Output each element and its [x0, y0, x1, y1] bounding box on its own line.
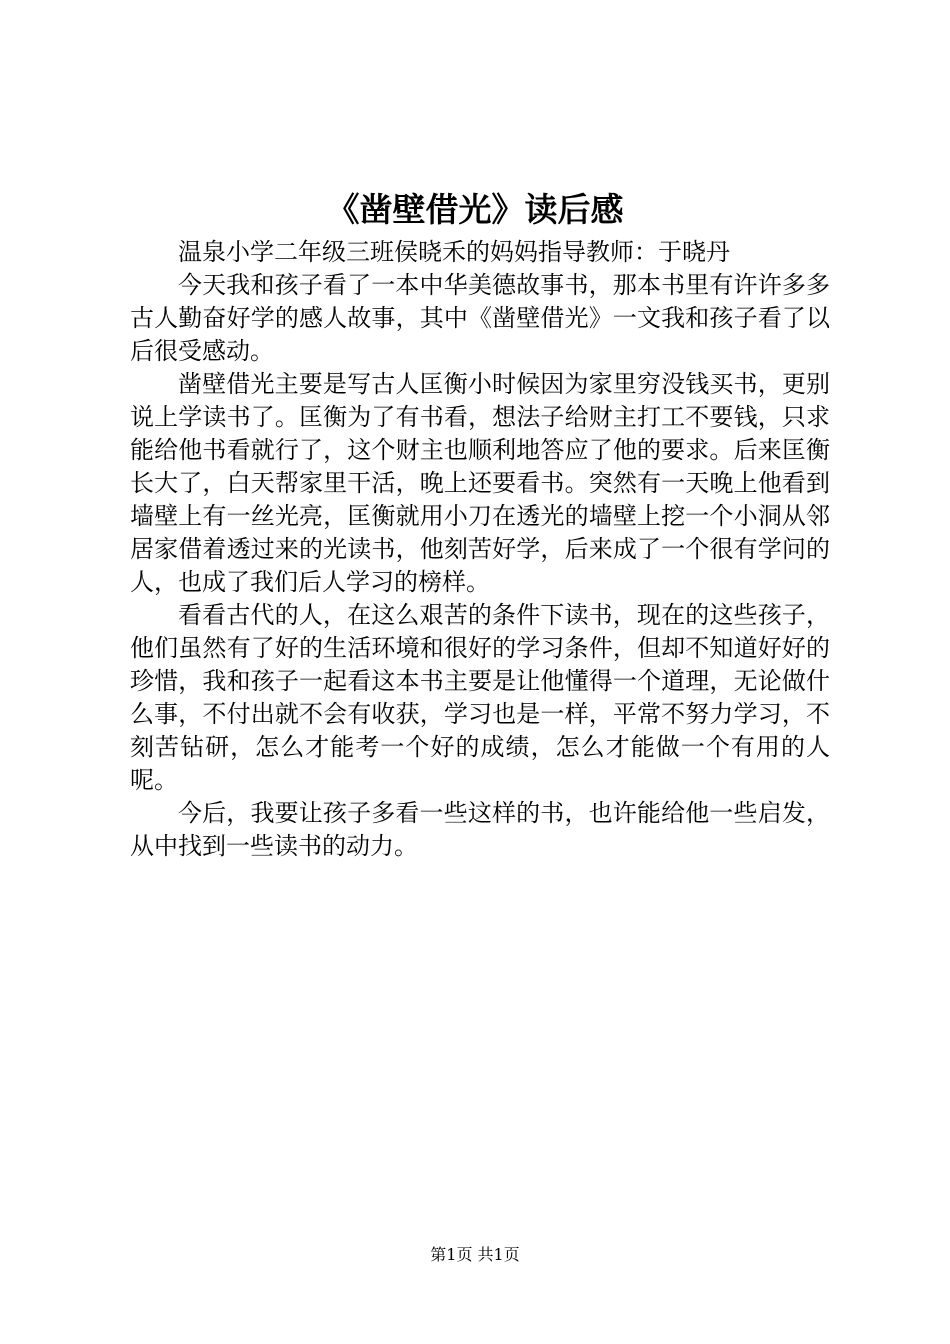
- paragraph-story: 凿壁借光主要是写古人匡衡小时候因为家里穷没钱买书，更别说上学读书了。匡衡为了有书看，想法子给财主打工不要钱，只求能给他书看就行了，这个财主也顺利地答应了他的要求。后来匡衡长大了，白天帮家里干活，晚上还要看书。突然有一天晚上他看到墙壁上有一丝光亮，匡衡就用小刀在透光的墙壁上挖一个小洞从邻居家借着透过来的光读书，他刻苦好学，后来成了一个很有学问的人，也成了我们后人学习的榜样。: [130, 370, 830, 596]
- author-line: 温泉小学二年级三班侯晓禾的妈妈指导教师：于晓丹: [178, 238, 730, 266]
- page-number-footer: 第1页 共1页: [430, 1245, 520, 1264]
- paragraph-conclusion: 今后，我要让孩子多看一些这样的书，也许能给他一些启发，从中找到一些读书的动力。: [130, 799, 830, 860]
- paragraph-reflection: 看看古代的人，在这么艰苦的条件下读书，现在的这些孩子，他们虽然有了好的生活环境和很好的学习条件，但却不知道好好的珍惜，我和孩子一起看这本书主要是让他懂得一个道理，无论做什么事，不付出就不会有收获，学习也是一样，平常不努力学习，不刻苦钻研，怎么才能考一个好的成绩，怎么才能做一个有用的人呢。: [130, 601, 830, 794]
- document-title: 《凿壁借光》读后感: [326, 190, 624, 229]
- document-body: [130, 236, 830, 863]
- paragraph-intro: 今天我和孩子看了一本中华美德故事书，那本书里有许许多多古人勤奋好学的感人故事，其中《凿壁借光》一文我和孩子看了以后很受感动。: [130, 271, 830, 365]
